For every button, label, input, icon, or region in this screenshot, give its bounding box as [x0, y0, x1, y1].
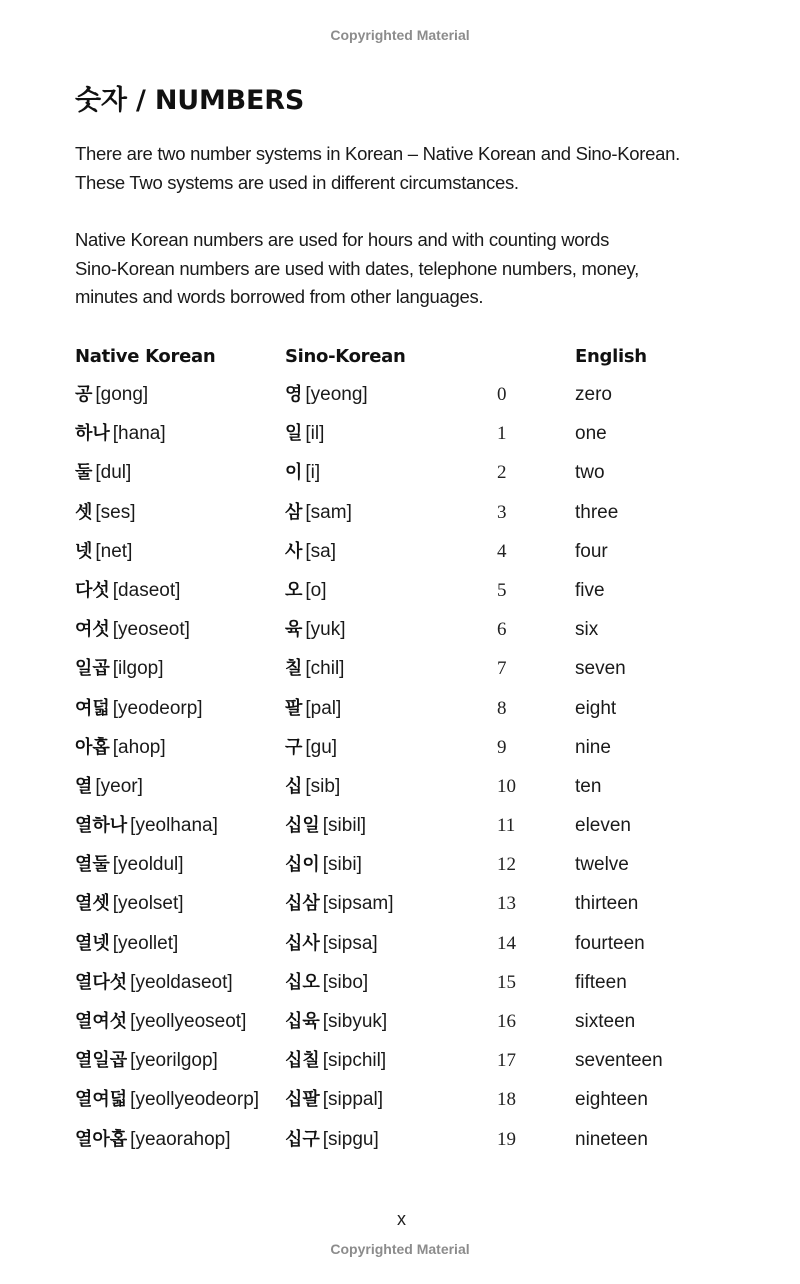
sino-korean-cell: [285, 968, 368, 998]
native-korean-word: 열여덟: [75, 1089, 128, 1111]
table-row: [75, 419, 715, 458]
numbers-table: [75, 342, 715, 1164]
sino-korean-word: 십팔: [285, 1089, 320, 1111]
native-romanization: [ilgop]: [112, 658, 164, 680]
sino-korean-cell: [285, 498, 352, 528]
digit-cell: 6: [497, 619, 507, 641]
native-romanization: [yeoldul]: [112, 854, 184, 876]
english-cell: one: [575, 423, 607, 445]
native-romanization: [yeor]: [95, 775, 143, 797]
native-romanization: [ahop]: [112, 736, 166, 758]
english-cell: eight: [575, 697, 617, 719]
native-korean-cell: [75, 654, 163, 684]
digit-cell: 10: [497, 775, 516, 797]
intro-line: Sino-Korean numbers are used with dates, telephone numbers, money,: [75, 257, 639, 279]
sino-korean-cell: [285, 1125, 379, 1155]
native-korean-cell: [75, 380, 148, 410]
digit-cell: 18: [497, 1089, 516, 1111]
native-korean-cell: [75, 733, 166, 763]
table-row: [75, 1085, 715, 1124]
native-korean-word: 하나: [75, 423, 110, 445]
sino-korean-cell: [285, 1085, 383, 1115]
native-korean-word: 여섯: [75, 619, 110, 641]
native-korean-word: 셋: [75, 501, 93, 523]
sino-romanization: [yeong]: [305, 384, 368, 405]
native-korean-word: 일곱: [75, 658, 110, 680]
table-row: [75, 537, 715, 576]
sino-korean-cell: [285, 889, 394, 919]
table-row: [75, 929, 715, 968]
sino-romanization: [sipgu]: [322, 1128, 379, 1150]
sino-romanization: [il]: [305, 423, 325, 445]
intro-line: These Two systems are used in different circumstances.: [75, 171, 519, 193]
sino-korean-word: 사: [285, 540, 303, 562]
sino-korean-word: 십일: [285, 815, 320, 837]
digit-cell: 4: [497, 540, 507, 562]
english-cell: nine: [575, 736, 611, 758]
table-row: [75, 380, 715, 419]
sino-korean-cell: [285, 419, 324, 449]
table-row: [75, 1125, 715, 1164]
native-romanization: [yeolset]: [112, 893, 184, 915]
native-korean-cell: [75, 1046, 218, 1076]
native-romanization: [yeoldaseot]: [130, 971, 233, 993]
table-row: [75, 654, 715, 693]
page-title: 숫자 / NUMBERS: [75, 85, 305, 116]
copyright-notice-top: Copyrighted Material: [330, 27, 470, 43]
native-romanization: [yeoseot]: [112, 619, 190, 641]
sino-korean-cell: [285, 1046, 386, 1076]
header-english: English: [575, 346, 647, 367]
sino-korean-word: 십오: [285, 971, 320, 993]
header-native-korean: Native Korean: [75, 346, 216, 367]
native-korean-word: 열둘: [75, 854, 110, 876]
english-cell: fourteen: [575, 932, 645, 954]
digit-cell: 8: [497, 697, 507, 719]
intro-paragraph-1: [75, 140, 755, 197]
digit-cell: 7: [497, 658, 507, 680]
sino-romanization: [chil]: [305, 658, 345, 680]
english-cell: twelve: [575, 854, 629, 876]
sino-romanization: [i]: [305, 462, 321, 484]
sino-korean-cell: [285, 733, 337, 763]
sino-korean-word: 십사: [285, 932, 320, 954]
digit-cell: 3: [497, 501, 507, 523]
table-row: [75, 733, 715, 772]
table-row: [75, 772, 715, 811]
sino-romanization: [sibo]: [322, 971, 369, 993]
sino-korean-cell: [285, 850, 362, 880]
table-row: [75, 811, 715, 850]
page-number: x: [397, 1209, 406, 1229]
sino-romanization: [sipsa]: [322, 932, 378, 954]
english-cell: seventeen: [575, 1050, 663, 1072]
sino-korean-word: 삼: [285, 501, 303, 523]
native-korean-cell: [75, 419, 166, 449]
sino-korean-cell: [285, 576, 327, 606]
sino-korean-cell: [285, 615, 346, 645]
native-romanization: [yeollet]: [112, 932, 179, 954]
digit-cell: 13: [497, 893, 516, 915]
sino-romanization: [sibi]: [322, 854, 362, 876]
native-korean-cell: [75, 850, 184, 880]
english-cell: six: [575, 619, 599, 641]
native-korean-cell: [75, 537, 132, 567]
native-korean-cell: [75, 1125, 231, 1155]
digit-cell: 14: [497, 932, 516, 954]
native-korean-word: 여덟: [75, 697, 110, 719]
native-korean-cell: [75, 811, 218, 841]
native-korean-cell: [75, 968, 233, 998]
sino-romanization: [sibyuk]: [322, 1011, 388, 1032]
english-cell: ten: [575, 775, 602, 797]
intro-line: Native Korean numbers are used for hours and with counting words: [75, 229, 610, 250]
native-romanization: [yeodeorp]: [112, 697, 203, 719]
native-korean-word: 열아홉: [75, 1128, 128, 1150]
table-row: [75, 850, 715, 889]
sino-romanization: [sippal]: [322, 1089, 383, 1111]
table-row: [75, 576, 715, 615]
sino-romanization: [sipsam]: [322, 893, 394, 915]
english-cell: two: [575, 462, 605, 484]
digit-cell: 16: [497, 1011, 516, 1032]
sino-romanization: [yuk]: [305, 619, 346, 641]
native-romanization: [gong]: [95, 384, 149, 405]
native-korean-word: 열일곱: [75, 1050, 128, 1072]
native-romanization: [yeaorahop]: [130, 1128, 231, 1150]
sino-korean-word: 팔: [285, 697, 303, 719]
english-cell: five: [575, 579, 605, 601]
intro-line: There are two number systems in Korean – Native Korean and Sino-Korean.: [75, 143, 680, 164]
sino-korean-cell: [285, 811, 366, 841]
digit-cell: 15: [497, 971, 516, 993]
sino-korean-cell: [285, 694, 341, 724]
digit-cell: 9: [497, 736, 507, 758]
english-cell: thirteen: [575, 893, 639, 915]
table-row: [75, 1007, 715, 1046]
english-cell: eighteen: [575, 1089, 648, 1111]
native-korean-cell: [75, 576, 180, 606]
native-korean-word: 열넷: [75, 932, 110, 954]
english-cell: four: [575, 540, 608, 562]
sino-korean-cell: [285, 537, 336, 567]
sino-romanization: [sib]: [305, 775, 341, 797]
native-korean-word: 공: [75, 384, 93, 405]
english-cell: three: [575, 501, 619, 523]
sino-korean-word: 십이: [285, 854, 320, 876]
sino-romanization: [o]: [305, 579, 327, 601]
sino-romanization: [sam]: [305, 501, 352, 523]
sino-korean-word: 십칠: [285, 1050, 320, 1072]
sino-korean-word: 십: [285, 775, 303, 797]
digit-cell: 11: [497, 815, 516, 837]
sino-romanization: [sibil]: [322, 815, 367, 837]
native-korean-cell: [75, 1085, 259, 1115]
native-korean-word: 열다섯: [75, 971, 128, 993]
native-romanization: [yeollyeodeorp]: [130, 1089, 260, 1111]
native-romanization: [net]: [95, 540, 133, 562]
native-romanization: [yeolhana]: [130, 815, 218, 837]
english-cell: sixteen: [575, 1011, 636, 1032]
sino-korean-cell: [285, 929, 378, 959]
native-korean-word: 열하나: [75, 815, 128, 837]
native-korean-cell: [75, 458, 131, 488]
native-korean-word: 열셋: [75, 893, 110, 915]
table-row: [75, 968, 715, 1007]
copyright-notice-bottom: Copyrighted Material: [330, 1241, 470, 1257]
native-korean-cell: [75, 929, 178, 959]
english-cell: zero: [575, 384, 612, 405]
sino-korean-word: 이: [285, 462, 303, 484]
native-korean-cell: [75, 694, 203, 724]
header-sino-korean: Sino-Korean: [285, 346, 406, 367]
table-row: [75, 458, 715, 497]
native-korean-word: 열: [75, 775, 93, 797]
sino-romanization: [sipchil]: [322, 1050, 387, 1072]
sino-romanization: [gu]: [305, 736, 338, 758]
native-romanization: [yeollyeoseot]: [130, 1011, 247, 1032]
digit-cell: 19: [497, 1128, 516, 1150]
native-korean-cell: [75, 772, 143, 802]
sino-korean-word: 구: [285, 736, 303, 758]
sino-korean-cell: [285, 380, 368, 410]
sino-korean-word: 십구: [285, 1128, 320, 1150]
sino-korean-word: 십삼: [285, 893, 320, 915]
sino-korean-word: 오: [285, 579, 303, 601]
english-cell: seven: [575, 658, 626, 680]
table-row: [75, 498, 715, 537]
sino-korean-word: 십육: [285, 1011, 320, 1032]
native-korean-word: 열여섯: [75, 1011, 128, 1032]
sino-romanization: [pal]: [305, 697, 342, 719]
digit-cell: 17: [497, 1050, 516, 1072]
digit-cell: 1: [497, 423, 507, 445]
table-body: [75, 380, 715, 1164]
native-korean-cell: [75, 1007, 246, 1037]
sino-korean-cell: [285, 1007, 387, 1037]
native-korean-cell: [75, 615, 190, 645]
native-korean-cell: [75, 498, 136, 528]
native-korean-word: 넷: [75, 540, 93, 562]
intro-paragraph-2: [75, 226, 755, 312]
table-header-row: [75, 342, 715, 380]
digit-cell: 12: [497, 854, 516, 876]
table-row: [75, 615, 715, 654]
digit-cell: 2: [497, 462, 507, 484]
english-cell: eleven: [575, 815, 631, 837]
english-cell: fifteen: [575, 971, 627, 993]
native-romanization: [ses]: [95, 501, 136, 523]
native-romanization: [yeorilgop]: [130, 1050, 218, 1072]
english-cell: nineteen: [575, 1128, 648, 1150]
sino-korean-word: 육: [285, 619, 303, 641]
native-romanization: [daseot]: [112, 579, 181, 601]
table-row: [75, 889, 715, 928]
digit-cell: 5: [497, 579, 507, 601]
native-korean-cell: [75, 889, 184, 919]
table-row: [75, 1046, 715, 1085]
table-row: [75, 694, 715, 733]
sino-romanization: [sa]: [305, 540, 337, 562]
intro-line: minutes and words borrowed from other languages.: [75, 286, 484, 307]
native-korean-word: 둘: [75, 462, 93, 484]
sino-korean-word: 칠: [285, 658, 303, 680]
sino-korean-word: 영: [285, 384, 303, 405]
digit-cell: 0: [497, 384, 507, 405]
native-romanization: [dul]: [95, 462, 132, 484]
sino-korean-cell: [285, 654, 344, 684]
sino-korean-cell: [285, 772, 340, 802]
native-korean-word: 다섯: [75, 579, 110, 601]
sino-korean-word: 일: [285, 423, 303, 445]
native-romanization: [hana]: [112, 423, 166, 445]
native-korean-word: 아홉: [75, 736, 110, 758]
sino-korean-cell: [285, 458, 320, 488]
